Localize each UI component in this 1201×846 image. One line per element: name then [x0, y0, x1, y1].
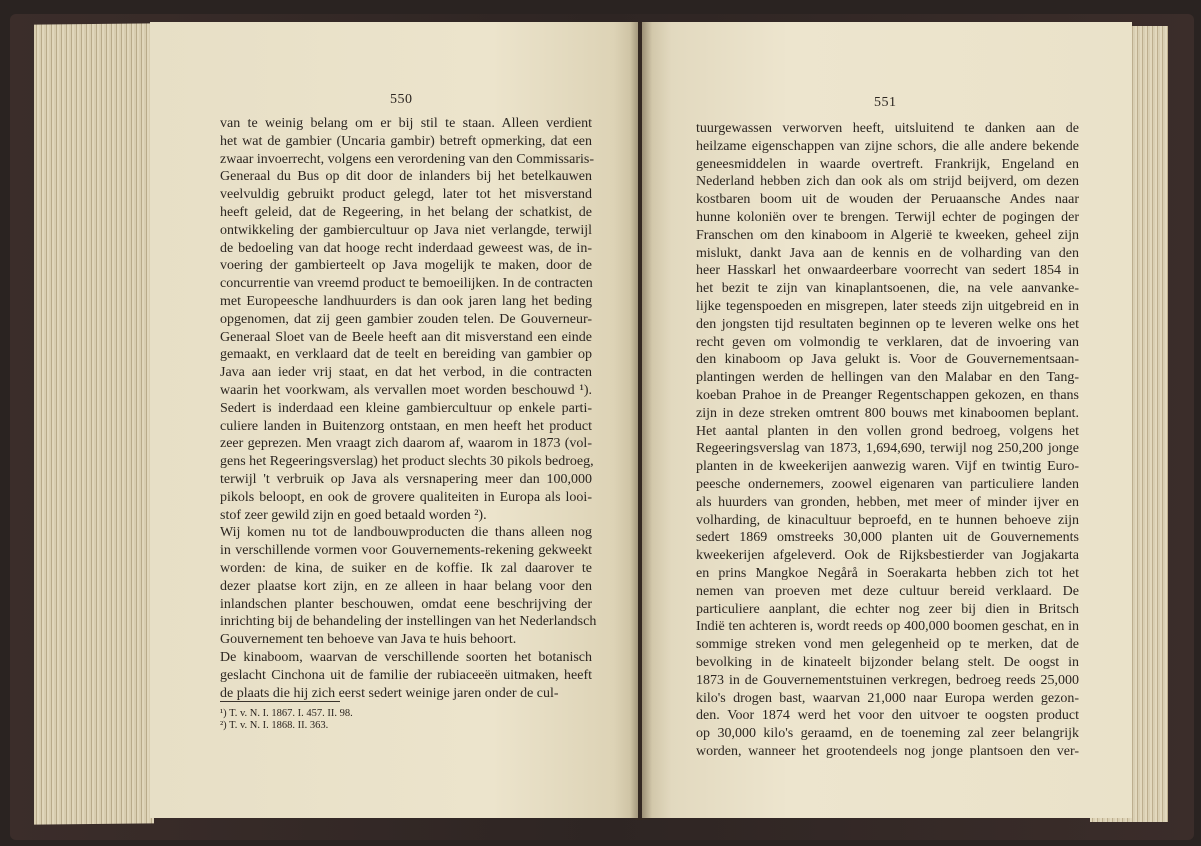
text-line: als huurders van gronden, hebben, met meer of minder ijver en: [696, 494, 1079, 510]
text-line: op 30,000 kilo's geraamd, en de toeneming zal zeer belangrijk: [696, 726, 1079, 742]
text-line: ontwikkeling der gambiercultuur op Java niet verlangde, terwijl: [220, 222, 592, 238]
text-line: opgenomen, dat zij geen gambier zouden telen. De Gouverneur-: [220, 311, 592, 327]
text-line: met Europeesche landhuurders is dan ook jaren lang het beding: [220, 293, 592, 309]
text-line: het wat de gambier (Uncaria gambir) betreft opmerking, dat een: [220, 133, 592, 149]
text-line: worden: de kina, de suiker en de koffie. Ik zal daarover te: [220, 560, 592, 576]
text-line: volharding, de kinacultuur beproefd, en te hunnen behoeve zijn: [696, 512, 1079, 528]
text-line: tuurgewassen verworven heeft, uitsluitend te danken aan de: [696, 121, 1079, 136]
text-line: Nederland hebben zich dan ook als om strijd beijverd, om dezen: [696, 174, 1079, 190]
text-line: in verschillende vormen voor Gouvernements-rekening gekweekt: [220, 543, 592, 559]
left-page-body: [220, 115, 597, 702]
text-line: inlandschen planter beschouwen, omdat eene beschrijving der: [220, 596, 592, 612]
text-line: de bedoeling van dat hooge recht inderdaad geweest was, de in-: [220, 240, 592, 256]
text-line: heilzame eigenschappen van zijne schors, die alle andere bekende: [696, 138, 1079, 154]
text-line: van te weinig belang om er bij stil te staan. Alleen verdient: [220, 116, 592, 131]
text-line: worden, wanneer het grootendeels nog jonge plantsoen den ver-: [696, 743, 1079, 759]
text-line: waarin het voorkwam, als vervallen moet worden beschouwd ¹).: [220, 382, 592, 398]
text-line: inrichting bij de behandeling der instellingen van het Nederlandsch: [220, 614, 597, 630]
text-line: Gouvernement ten behoeve van Java te huis behoort.: [220, 632, 517, 648]
text-line: culiere landen in Buitenzorg ontstaan, en men heeft het product: [220, 418, 592, 434]
text-line: Sedert is inderdaad een kleine gambiercultuur op enkele parti-: [220, 400, 592, 416]
text-line: stof zeer gewild zijn en goed betaald worden ²).: [220, 507, 487, 523]
text-line: lijke tegenspoeden en misgrepen, later steeds zijn uitgebreid en in: [696, 298, 1079, 314]
footnote: ¹) T. v. N. I. 1867. I. 457. II. 98.: [220, 708, 353, 719]
text-line: kweekerijen afgeleverd. Ook de Rijksbestierder van Jogjakarta: [696, 548, 1079, 564]
text-line: dezer plaatse kort zijn, en ze alleen in haar belang voor den: [220, 578, 592, 594]
left-page: [150, 22, 638, 818]
text-line: den jongsten tijd resultaten beginnen op te leveren welke ons het: [696, 316, 1079, 332]
text-line: den kinaboom op Java gelukt is. Voor de Gouvernementsaan-: [696, 352, 1079, 368]
text-line: Indië ten achteren is, wordt reeds op 400,000 boomen geschat, en in: [696, 619, 1079, 635]
text-line: sedert 1869 omstreeks 30,000 planten uit de Gouvernements: [696, 530, 1079, 546]
text-line: De kinaboom, waarvan de verschillende soorten het botanisch: [220, 649, 592, 665]
text-line: geneesmiddelen in waarde overtreft. Frankrijk, Engeland en: [696, 156, 1079, 172]
text-line: de plaats die hij zich eerst sedert weinige jaren onder de cul-: [220, 685, 559, 701]
text-line: geslacht Cinchona uit de familie der rubiaceeën uitmaken, heeft: [220, 667, 592, 683]
text-line: sommige streken vond men gelegenheid op te merken, dat de: [696, 637, 1079, 653]
text-line: Generaal du Bus op dit door de inlanders bij het betelkauwen: [220, 169, 592, 185]
text-line: bevolking in de kinateelt bijzonder belang stelt. De oogst in: [696, 654, 1079, 670]
text-line: veelvuldig gebruikt product gelegd, later tot het misverstand: [220, 187, 592, 203]
text-line: concurrentie van vreemd product te bemoeilijken. In de contracten: [220, 276, 593, 292]
text-line: heer Hasskarl het onwaardeerbare voorrecht van sedert 1854 in: [696, 263, 1079, 279]
footnote: ²) T. v. N. I. 1868. II. 363.: [220, 720, 329, 731]
text-line: hunne koloniën over te brengen. Terwijl echter de pogingen der: [696, 209, 1079, 225]
left-page-number: 550: [390, 92, 413, 107]
text-line: recht geven om volmondig te verklaren, dat de invoering van: [696, 334, 1079, 350]
text-line: 1873 in de Gouvernementstuinen verkregen, bedroeg reeds 25,000: [696, 672, 1079, 688]
text-line: koeban Prahoe in de Preanger Regentschappen gekozen, en thans: [696, 387, 1079, 403]
text-line: zijn in deze streken omtrent 800 bouws met kinaboomen beplant.: [696, 405, 1079, 421]
text-line: Java aan ieder vrij staat, en dat het verbod, in die contracten: [220, 365, 592, 381]
text-line: mislukt, dankt Java aan de kennis en de volharding van den: [696, 245, 1079, 261]
text-line: peesche ondernemers, zoowel eigenaren van particuliere landen: [696, 476, 1079, 492]
text-line: Wij komen nu tot de landbouwproducten die thans alleen nog: [220, 525, 592, 541]
text-line: het bezit te zijn van kinaplantsoenen, die, na vele aanvanke-: [696, 281, 1079, 297]
text-line: nemen van proeven met deze cultuur bereid verklaard. De: [696, 583, 1079, 599]
right-page-number: 551: [874, 95, 897, 110]
book-gutter: [630, 22, 652, 820]
left-page-footnotes: [220, 708, 520, 732]
text-line: en prins Mangkoe Negårå in Soerakarta hebben zich tot het: [696, 565, 1079, 581]
text-line: Generaal Sloet van de Beele heeft aan dit misverstand een einde: [220, 329, 592, 345]
text-line: particuliere aanplant, die echter nog zeer bij dien in Britsch: [696, 601, 1079, 617]
text-line: heeft geleid, dat de Regeering, in het belang der schatkist, de: [220, 204, 592, 220]
footnote-rule: [220, 701, 340, 702]
text-line: plantingen werden de hellingen van den Malabar en den Tang-: [696, 370, 1079, 386]
text-line: gemaakt, en verklaard dat de teelt en bereiding van gambier op: [220, 347, 592, 363]
text-line: Franschen om den kinaboom in Algerië te kweeken, geheel zijn: [696, 227, 1079, 243]
text-line: gens het Regeeringsverslag) het product slechts 30 pikols bedroeg,: [220, 454, 594, 470]
text-line: kilo's drogen bast, waarvan 21,000 naar Europa werden gezon-: [696, 690, 1079, 706]
text-line: pikols beloopt, en ook de grovere qualiteiten in Europa als looi-: [220, 489, 592, 505]
text-line: planten in de kweekerijen aanwezig waren. Vijf en twintig Euro-: [696, 459, 1079, 475]
right-page-body: [696, 120, 1079, 761]
text-line: voering der gambierteelt op Java mogelijk te maken, door de: [220, 258, 592, 274]
text-line: Regeeringsverslag van 1873, 1,694,690, terwijl nog 250,200 jonge: [696, 441, 1079, 457]
text-line: terwijl 't verbruik op Java als versnapering meer dan 100,000: [220, 471, 592, 487]
text-line: den. Voor 1874 werd het voor den uitvoer te oogsten product: [696, 708, 1079, 724]
left-page-stack-edges: [34, 23, 154, 824]
text-line: zeer geprezen. Men vraagt zich daarom af, waarom in 1873 (vol-: [220, 436, 592, 452]
text-line: zwaar invoerrecht, volgens een verordening van den Commissaris-: [220, 151, 594, 167]
text-line: kostbaren boom uit de wouden der Peruaansche Andes naar: [696, 192, 1079, 208]
text-line: Het aantal planten in den vollen grond bedroeg, volgens het: [696, 423, 1079, 439]
right-page: [642, 22, 1132, 818]
